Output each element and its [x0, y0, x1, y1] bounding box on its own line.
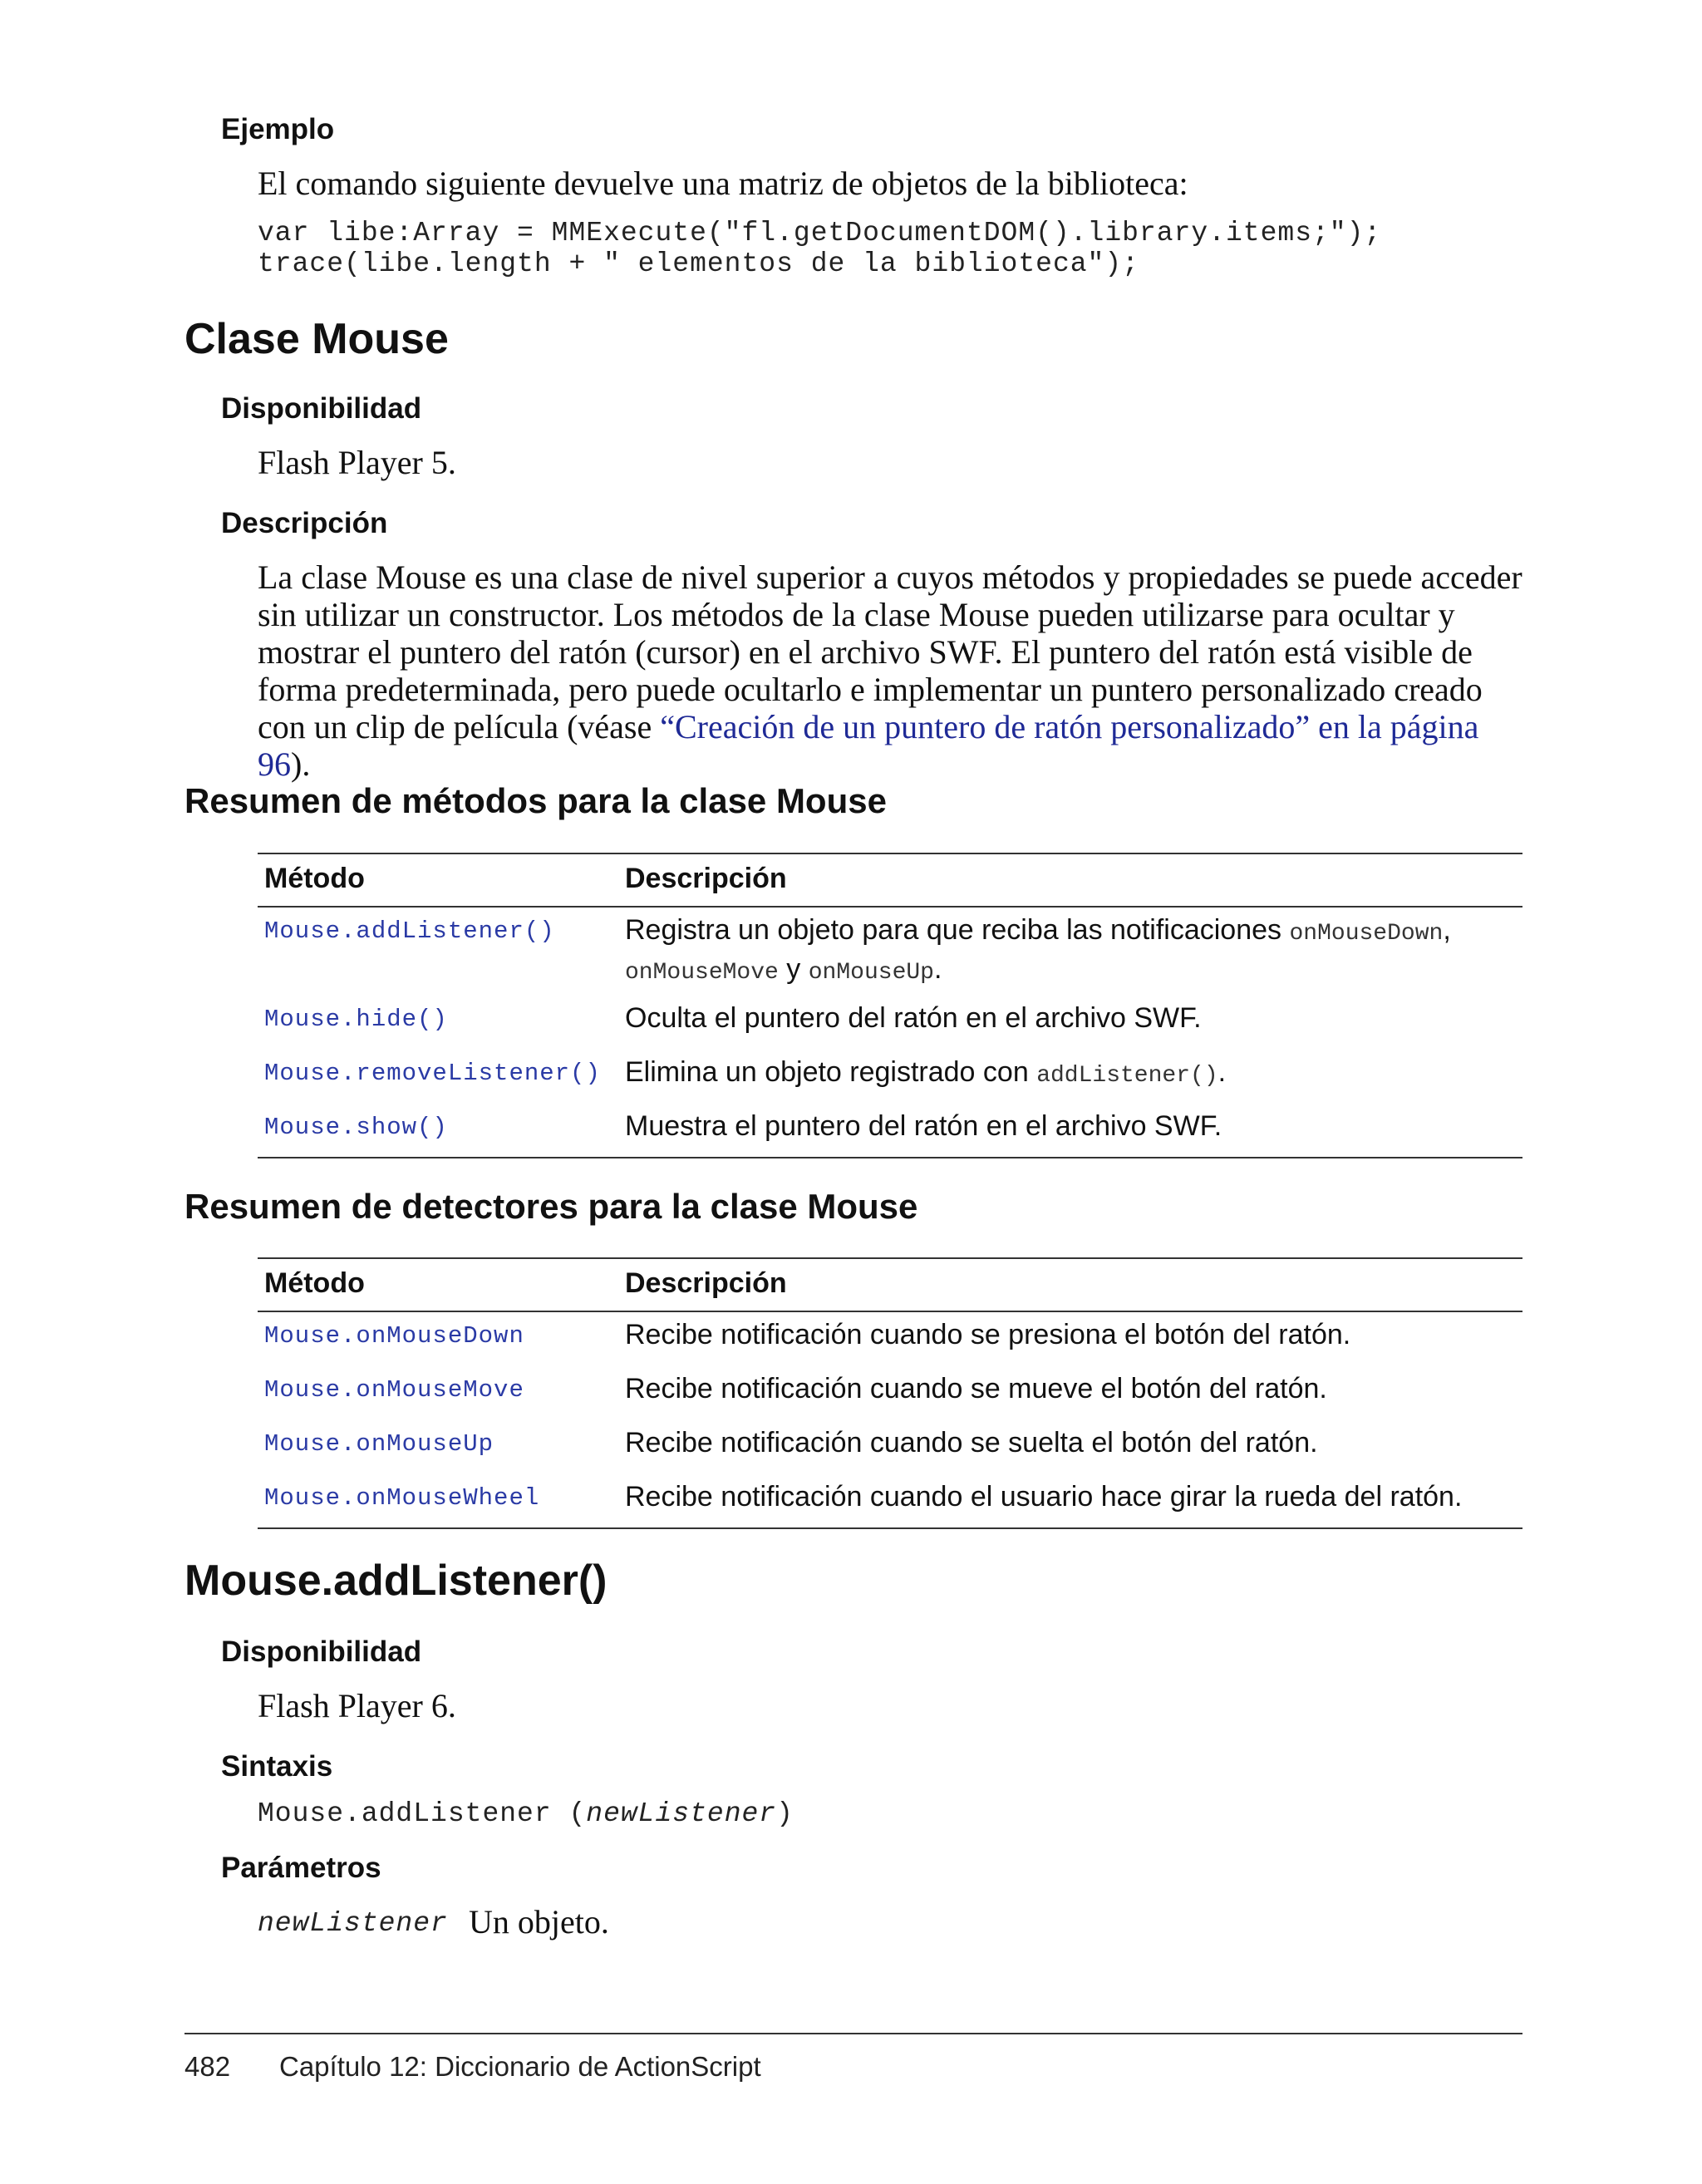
- availability-text: Flash Player 5.: [258, 444, 456, 481]
- method-link[interactable]: Mouse.show(): [264, 1114, 448, 1141]
- method-link[interactable]: Mouse.removeListener(): [264, 1060, 601, 1087]
- table-header-rule: [258, 906, 1522, 908]
- listeners-summary-heading: Resumen de detectores para la clase Mouse: [184, 1187, 918, 1226]
- method-description: Oculta el puntero del ratón en el archivo SWF.: [625, 1002, 1202, 1034]
- listener-description: Recibe notificación cuando el usuario hace girar la rueda del ratón.: [625, 1481, 1463, 1513]
- mouse-class-title: Clase Mouse: [184, 315, 449, 363]
- column-header-method: Método: [264, 863, 365, 894]
- description-end: ).: [291, 745, 311, 783]
- listener-link[interactable]: Mouse.onMouseWheel: [264, 1484, 540, 1512]
- syntax-param: newListener: [586, 1798, 777, 1829]
- description-heading: Descripción: [221, 507, 388, 539]
- listener-link[interactable]: Mouse.onMouseMove: [264, 1376, 524, 1404]
- column-header-method: Método: [264, 1267, 365, 1299]
- page-number: 482: [184, 2051, 231, 2082]
- listener-description: Recibe notificación cuando se presiona el botón del ratón.: [625, 1319, 1351, 1350]
- footer-rule: [184, 2033, 1522, 2034]
- method-link[interactable]: Mouse.hide(): [264, 1006, 448, 1033]
- listeners-table: [258, 1257, 1522, 1530]
- listener-description: Recibe notificación cuando se suelta el botón del ratón.: [625, 1427, 1318, 1458]
- table-top-rule: [258, 1257, 1522, 1259]
- param-description: Un objeto.: [469, 1903, 609, 1941]
- availability-heading: Disponibilidad: [221, 392, 422, 425]
- description-link[interactable]: “Creación de un puntero de ratón personalizado” en la página 96: [258, 708, 1479, 783]
- example-code-line-2: trace(libe.length + " elementos de la biblioteca");: [258, 248, 1139, 279]
- column-header-description: Descripción: [625, 863, 787, 894]
- syntax-heading: Sintaxis: [221, 1750, 333, 1783]
- description-paragraph: [258, 558, 1529, 783]
- add-listener-title: Mouse.addListener(): [184, 1557, 608, 1605]
- add-listener-availability-text: Flash Player 6.: [258, 1687, 456, 1724]
- description-text: La clase Mouse es una clase de nivel superior a cuyos métodos y propiedades se puede acceder sin utilizar un constructor. Los métodos de la clase Mouse pueden utilizarse para ocultar y mostrar el puntero del ratón (cursor) en el archivo SWF. El puntero del ratón está visible de forma predeterminada, pero puede ocultarlo e implementar un puntero personalizado creado con un clip de película (véase: [258, 558, 1522, 745]
- listener-description: Recibe notificación cuando se mueve el botón del ratón.: [625, 1373, 1327, 1404]
- example-text: El comando siguiente devuelve una matriz de objetos de la biblioteca:: [258, 165, 1188, 202]
- chapter-title: Capítulo 12: Diccionario de ActionScript: [279, 2051, 761, 2082]
- table-top-rule: [258, 853, 1522, 854]
- listener-link[interactable]: Mouse.onMouseDown: [264, 1322, 524, 1350]
- example-code-line-1: var libe:Array = MMExecute("fl.getDocumentDOM().library.items;");: [258, 218, 1382, 248]
- table-header-rule: [258, 1311, 1522, 1312]
- method-link[interactable]: Mouse.addListener(): [264, 917, 555, 945]
- table-bottom-rule: [258, 1527, 1522, 1529]
- syntax-code: Mouse.addListener (newListener): [258, 1798, 794, 1829]
- add-listener-availability-heading: Disponibilidad: [221, 1636, 422, 1668]
- column-header-description: Descripción: [625, 1267, 787, 1299]
- method-description: Registra un objeto para que reciba las notificaciones onMouseDown, onMouseMove y onMouseUp.: [625, 914, 1451, 986]
- param-name: newListener: [258, 1908, 448, 1939]
- methods-summary-heading: Resumen de métodos para la clase Mouse: [184, 781, 887, 820]
- method-description: Muestra el puntero del ratón en el archivo SWF.: [625, 1110, 1222, 1142]
- method-description: Elimina un objeto registrado con addListener().: [625, 1056, 1227, 1089]
- example-heading: Ejemplo: [221, 113, 335, 145]
- listener-link[interactable]: Mouse.onMouseUp: [264, 1430, 494, 1458]
- table-bottom-rule: [258, 1157, 1522, 1158]
- methods-table: [258, 853, 1522, 1158]
- parameters-heading: Parámetros: [221, 1852, 381, 1884]
